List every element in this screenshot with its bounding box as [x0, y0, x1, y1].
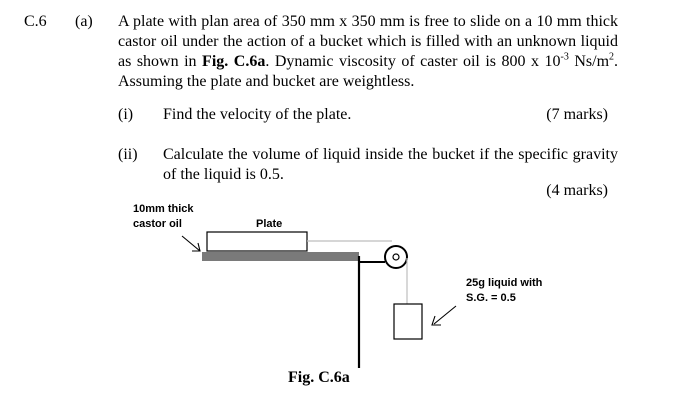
intro-text-end: . Assuming the plate and bucket are weightless.	[118, 53, 619, 90]
plate	[207, 232, 307, 251]
pulley-axle	[393, 254, 399, 260]
intro-text: A plate with plan area of 350 mm x 350 mm is free to slide on a 10 mm thick castor oil under the action of a bucket which is filled with an unknown liquid as shown in	[118, 13, 618, 70]
viscosity-exponent: -3	[560, 51, 569, 63]
oil-label-line2: castor oil	[133, 218, 182, 230]
subpart-ii-text: Calculate the volume of liquid inside the bucket if the specific gravity of the liquid is 0.5.	[163, 146, 618, 183]
subpart-i-text: Find the velocity of the plate.	[163, 106, 352, 123]
subpart-i-label: (i)	[118, 106, 134, 123]
intro-text-viscosity: . Dynamic viscosity of caster oil is 800 x 10	[265, 53, 561, 70]
bucket-label-line2: S.G. = 0.5	[466, 292, 516, 304]
subpart-i-marks: (7 marks)	[546, 106, 608, 123]
bucket	[394, 304, 422, 339]
part-label: (a)	[75, 13, 93, 30]
subpart-ii-label: (ii)	[118, 146, 138, 163]
question-number: C.6	[24, 13, 47, 30]
figure-caption: Fig. C.6a	[288, 369, 350, 386]
unit-base: Ns/m	[574, 53, 610, 70]
figure-reference: Fig. C.6a	[202, 53, 266, 70]
plate-label: Plate	[256, 218, 283, 230]
subpart-ii-marks: (4 marks)	[546, 182, 608, 199]
oil-label-line1: 10mm thick	[133, 203, 194, 215]
castor-oil-layer	[202, 252, 359, 261]
bucket-arrow-head	[432, 316, 441, 325]
unit-exponent: 2	[609, 51, 615, 63]
oil-arrow-shaft	[182, 236, 200, 251]
bucket-arrow-shaft	[434, 306, 456, 324]
bucket-label-line1: 25g liquid with	[466, 277, 543, 289]
